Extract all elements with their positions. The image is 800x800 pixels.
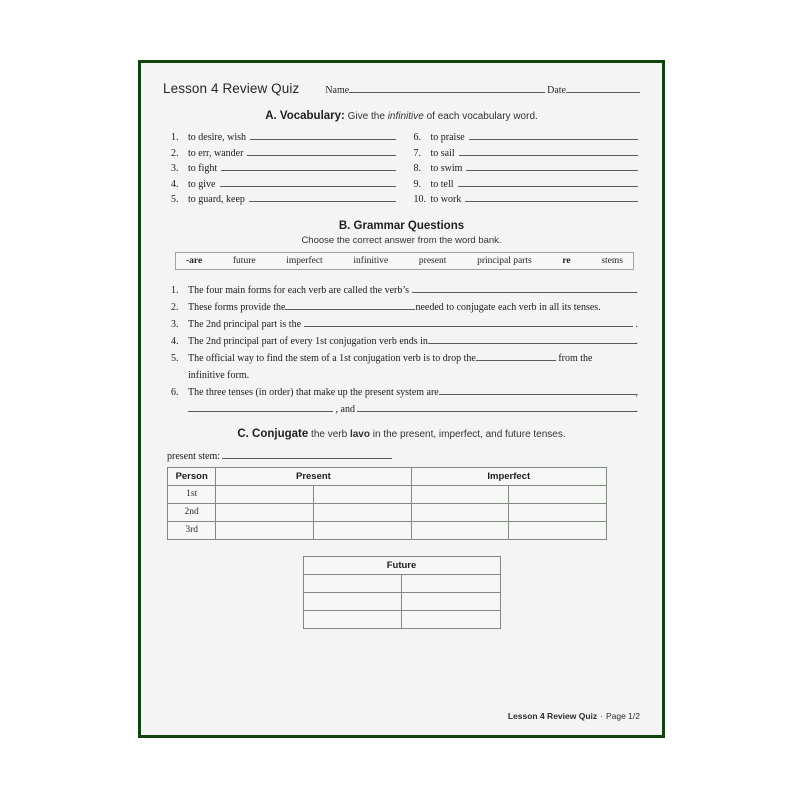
column-header-future: Future [303,556,500,574]
future-answer-cell[interactable] [402,610,501,628]
future-answer-cell[interactable] [402,574,501,592]
name-date-row [325,83,640,96]
word-bank-item: -are [186,255,203,266]
worksheet-page [138,60,665,738]
future-table-row [303,574,500,592]
grammar-answer-line[interactable] [439,384,636,395]
vocabulary-item-text: to desire, wish [188,132,247,143]
grammar-question-text: The four main forms for each verb are called the verb’s [188,284,412,296]
vocabulary-answer-line[interactable] [221,161,395,171]
section-c-verb: lavo [349,428,370,440]
vocabulary-list [171,130,638,208]
grammar-question-number: 5. [171,352,179,364]
grammar-answer-line[interactable] [188,401,333,412]
answer-cell[interactable] [216,503,314,521]
present-stem-label: present stem: [167,450,221,462]
present-stem-input-line[interactable] [222,448,392,459]
grammar-answer-line[interactable] [304,316,633,327]
vocabulary-answer-line[interactable] [465,192,638,202]
grammar-question-text: infinitive form. [188,369,250,381]
grammar-question [171,333,638,350]
future-answer-cell[interactable] [402,592,501,610]
vocabulary-item-text: to swim [430,163,463,175]
grammar-question [171,384,638,418]
grammar-question-body [188,299,638,316]
grammar-question-body [188,316,638,333]
answer-cell[interactable] [216,485,314,503]
answer-cell[interactable] [411,521,509,539]
grammar-question-text: , [635,386,638,398]
vocabulary-item [171,177,396,193]
conjugation-table [167,467,607,540]
vocabulary-answer-line[interactable] [459,146,638,156]
vocabulary-item [171,146,396,162]
grammar-question-text: The three tenses (in order) that make up the present system are [188,386,439,398]
date-input-line[interactable] [566,83,640,93]
grammar-question-text: . [635,335,638,347]
person-label: 3rd [168,521,216,539]
word-bank-item: principal parts [477,255,532,266]
future-table [303,556,501,629]
section-a-instruction-after: of each vocabulary word. [423,111,538,122]
person-label: 2nd [168,503,216,521]
grammar-answer-line[interactable] [476,350,556,361]
vocabulary-item-number: 10. [413,194,426,206]
answer-cell[interactable] [411,485,509,503]
answer-cell[interactable] [313,503,411,521]
vocabulary-answer-line[interactable] [247,146,395,156]
grammar-answer-line[interactable] [285,299,415,310]
word-bank-item: stems [601,255,623,266]
vocabulary-item-number: 3. [171,163,179,175]
word-bank-item: re [562,255,571,266]
grammar-question-text: . [635,403,638,415]
footer-page-number: Page 1/2 [605,711,640,721]
vocabulary-item [171,192,396,208]
vocabulary-item-number: 2. [171,147,179,159]
vocabulary-item-text: to tell [430,178,454,190]
answer-cell[interactable] [509,503,607,521]
grammar-answer-line[interactable] [357,401,635,412]
name-label: Name [325,85,350,96]
grammar-question [171,350,638,384]
section-b-subheading: Choose the correct answer from the word bank. [301,234,502,246]
vocabulary-item-text: to guard, keep [188,194,245,206]
answer-cell[interactable] [411,503,509,521]
table-header-row [168,467,607,485]
vocabulary-answer-line[interactable] [466,161,638,171]
grammar-question-number: 1. [171,284,179,296]
column-header-person: Person [168,467,216,485]
section-a-heading [163,110,640,122]
section-c-heading [163,428,640,440]
vocabulary-item [414,192,639,208]
word-bank [175,252,634,270]
section-c-instruction-before: the verb [308,428,350,440]
word-bank-item: present [418,255,447,266]
name-input-line[interactable] [349,83,545,93]
date-label: Date [547,85,566,96]
section-c-instruction-after: in the present, imperfect, and future tenses. [369,428,566,440]
answer-cell[interactable] [216,521,314,539]
grammar-question-body [188,282,638,299]
section-a-label: A. Vocabulary: [265,110,345,122]
word-bank-item: imperfect [286,255,323,266]
vocabulary-answer-line[interactable] [220,177,396,187]
vocabulary-item-number: 1. [171,132,179,143]
table-row [168,503,607,521]
vocabulary-item [171,130,396,146]
grammar-question-continuation [171,401,638,418]
grammar-question-body [188,384,638,401]
grammar-question-text: , and [333,403,358,415]
vocabulary-item-text: to work [430,194,462,206]
grammar-question-text: . [635,284,638,296]
vocabulary-column-right [414,130,639,208]
vocabulary-item [171,161,396,177]
vocabulary-answer-line[interactable] [250,130,395,140]
future-table-row [303,592,500,610]
grammar-answer-line[interactable] [412,282,636,293]
future-answer-cell[interactable] [303,610,402,628]
page-title: Lesson 4 Review Quiz [163,81,300,96]
future-answer-cell[interactable] [303,574,402,592]
grammar-question-number: 3. [171,318,179,330]
table-row [168,521,607,539]
grammar-question-text: The 2nd principal part of every 1st conjugation verb ends in [188,335,428,347]
future-table-header-row [303,556,500,574]
answer-cell[interactable] [509,485,607,503]
section-a-instruction-italic: infinitive [387,111,424,122]
section-b-heading: B. Grammar Questions [338,219,465,232]
vocabulary-item [414,146,639,162]
grammar-question-number: 6. [171,386,179,398]
future-table-row [303,610,500,628]
grammar-question-text: needed to conjugate each verb in all its tenses. [415,301,601,313]
grammar-question-text: . [633,318,638,330]
vocabulary-item-number: 9. [413,178,421,190]
grammar-question-text: These forms provide the [188,301,286,313]
vocabulary-item-number: 5. [171,194,179,206]
vocabulary-item-number: 6. [413,132,421,143]
grammar-question-text: The 2nd principal part is the [188,318,304,330]
vocabulary-item-text: to praise [430,132,465,143]
grammar-question [171,299,638,316]
grammar-questions-list [171,282,638,418]
answer-cell[interactable] [509,521,607,539]
answer-cell[interactable] [313,521,411,539]
grammar-question-text: The official way to find the stem of a 1st conjugation verb is to drop the [188,352,476,364]
grammar-question [171,316,638,333]
future-answer-cell[interactable] [303,592,402,610]
grammar-question-body [188,333,638,350]
vocabulary-answer-line[interactable] [249,192,396,202]
section-a-instruction-before: Give the [344,111,388,122]
vocabulary-item-number: 7. [413,147,421,159]
present-stem-row [167,448,640,462]
vocabulary-item [414,177,639,193]
vocabulary-answer-line[interactable] [469,130,638,140]
vocabulary-item-number: 4. [171,178,179,190]
page-footer [508,711,640,721]
grammar-question-continuation [171,367,638,384]
answer-cell[interactable] [313,485,411,503]
vocabulary-item-number: 8. [413,163,421,175]
vocabulary-item-text: to fight [188,163,218,175]
section-c-label: C. Conjugate [237,427,309,440]
grammar-question-body [188,350,638,367]
grammar-question [171,282,638,299]
grammar-question-text: from the [555,352,593,364]
column-header-imperfect: Imperfect [411,467,607,485]
word-bank-item: infinitive [353,255,389,266]
column-header-present: Present [216,467,411,485]
table-row [168,485,607,503]
word-bank-item: future [232,255,256,266]
vocabulary-item-text: to err, wander [188,147,244,159]
vocabulary-answer-line[interactable] [458,177,638,187]
vocabulary-item-text: to sail [430,147,455,159]
footer-title: Lesson 4 Review Quiz [507,711,598,721]
vocabulary-item [414,130,639,146]
vocabulary-item-text: to give [188,178,216,190]
vocabulary-column-left [171,130,396,208]
vocabulary-item [414,161,639,177]
footer-separator: · [600,711,603,721]
grammar-question-number: 4. [171,335,179,347]
person-label: 1st [168,485,216,503]
grammar-question-number: 2. [171,301,179,313]
worksheet-header [163,81,640,96]
grammar-answer-line[interactable] [428,333,636,344]
